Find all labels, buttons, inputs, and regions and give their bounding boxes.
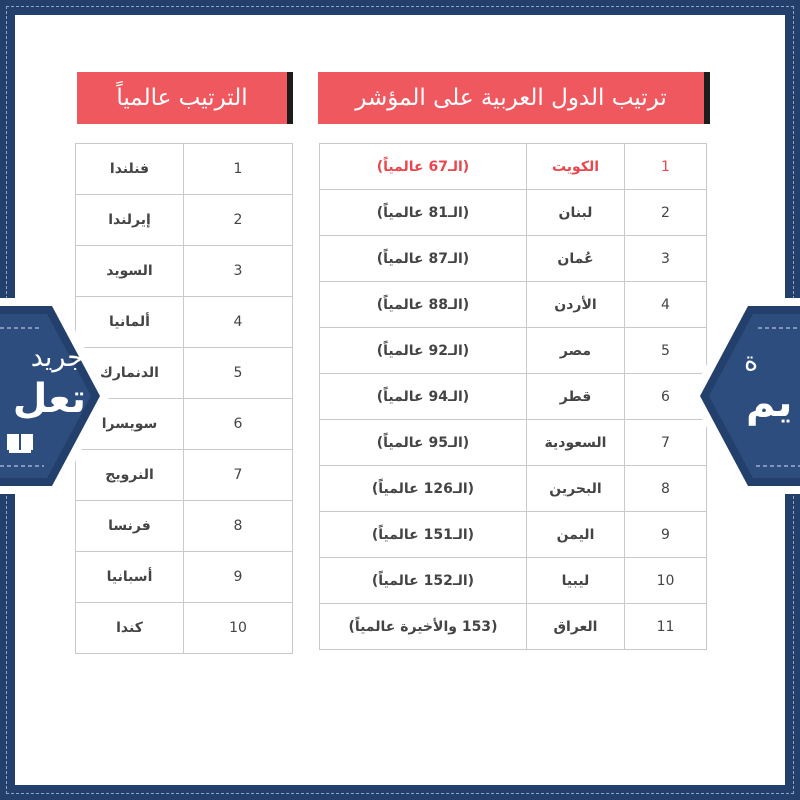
country-name: لبنان <box>527 190 625 236</box>
rank-number: 1 <box>184 144 293 195</box>
rank-number: 7 <box>184 450 293 501</box>
table-row <box>320 282 707 328</box>
rank-number: 4 <box>625 282 707 328</box>
global-rank: (الـ94 عالمياً) <box>320 374 527 420</box>
logo-left-line1: جريد <box>30 342 84 373</box>
country-name: الدنمارك <box>76 348 184 399</box>
country-name: كندا <box>76 603 184 654</box>
country-name: الأردن <box>527 282 625 328</box>
world-ranking-title: الترتيب عالمياً <box>116 85 248 111</box>
rank-number: 6 <box>625 374 707 420</box>
newspaper-logo-right <box>688 298 800 494</box>
world-ranking-header <box>77 72 293 124</box>
table-row <box>320 374 707 420</box>
table-row <box>76 603 293 654</box>
table-row <box>320 512 707 558</box>
table-row <box>76 144 293 195</box>
table-row <box>320 236 707 282</box>
global-rank: (الـ81 عالمياً) <box>320 190 527 236</box>
rank-number: 2 <box>184 195 293 246</box>
country-name: البحرين <box>527 466 625 512</box>
country-name: العراق <box>527 604 625 650</box>
country-name: السويد <box>76 246 184 297</box>
arab-ranking-table <box>319 143 707 650</box>
global-rank: (الـ152 عالمياً) <box>320 558 527 604</box>
country-name: النرويج <box>76 450 184 501</box>
rank-number: 5 <box>184 348 293 399</box>
rank-number: 9 <box>625 512 707 558</box>
rank-number: 8 <box>625 466 707 512</box>
table-row <box>76 246 293 297</box>
table-row <box>320 190 707 236</box>
table-row <box>320 604 707 650</box>
table-row <box>320 558 707 604</box>
table-row <box>320 466 707 512</box>
arab-ranking-header <box>318 72 710 124</box>
rank-number: 3 <box>184 246 293 297</box>
country-name: عُمان <box>527 236 625 282</box>
table-row <box>76 552 293 603</box>
rank-number: 10 <box>184 603 293 654</box>
rank-number: 2 <box>625 190 707 236</box>
table-row <box>320 420 707 466</box>
logo-right-line1: ة <box>744 346 759 377</box>
country-name: مصر <box>527 328 625 374</box>
logo-right-line2: يم <box>746 380 793 426</box>
global-rank: (الـ151 عالمياً) <box>320 512 527 558</box>
global-rank: (الـ87 عالمياً) <box>320 236 527 282</box>
rank-number: 5 <box>625 328 707 374</box>
country-name: فرنسا <box>76 501 184 552</box>
country-name: ألمانيا <box>76 297 184 348</box>
rank-number: 6 <box>184 399 293 450</box>
rank-number: 7 <box>625 420 707 466</box>
table-row <box>320 328 707 374</box>
global-rank: (الـ67 عالمياً) <box>320 144 527 190</box>
rank-number: 3 <box>625 236 707 282</box>
global-rank: (الـ88 عالمياً) <box>320 282 527 328</box>
newspaper-logo-left <box>0 298 112 494</box>
rank-number: 1 <box>625 144 707 190</box>
table-row <box>320 144 707 190</box>
country-name: اليمن <box>527 512 625 558</box>
global-rank: (الـ92 عالمياً) <box>320 328 527 374</box>
arab-ranking-title: ترتيب الدول العربية على المؤشر <box>355 85 667 111</box>
country-name: الكويت <box>527 144 625 190</box>
country-name: إيرلندا <box>76 195 184 246</box>
rank-number: 10 <box>625 558 707 604</box>
book-icon <box>6 432 36 454</box>
rank-number: 8 <box>184 501 293 552</box>
rank-number: 4 <box>184 297 293 348</box>
global-rank: (الـ126 عالمياً) <box>320 466 527 512</box>
logo-left-line2: تعل <box>12 376 86 422</box>
country-name: ليبيا <box>527 558 625 604</box>
country-name: أسبانيا <box>76 552 184 603</box>
country-name: السعودية <box>527 420 625 466</box>
global-rank: (153 والأخيرة عالمياً) <box>320 604 527 650</box>
rank-number: 9 <box>184 552 293 603</box>
country-name: سويسرا <box>76 399 184 450</box>
table-row <box>76 501 293 552</box>
rank-number: 11 <box>625 604 707 650</box>
country-name: فنلندا <box>76 144 184 195</box>
global-rank: (الـ95 عالمياً) <box>320 420 527 466</box>
country-name: قطر <box>527 374 625 420</box>
table-row <box>76 195 293 246</box>
